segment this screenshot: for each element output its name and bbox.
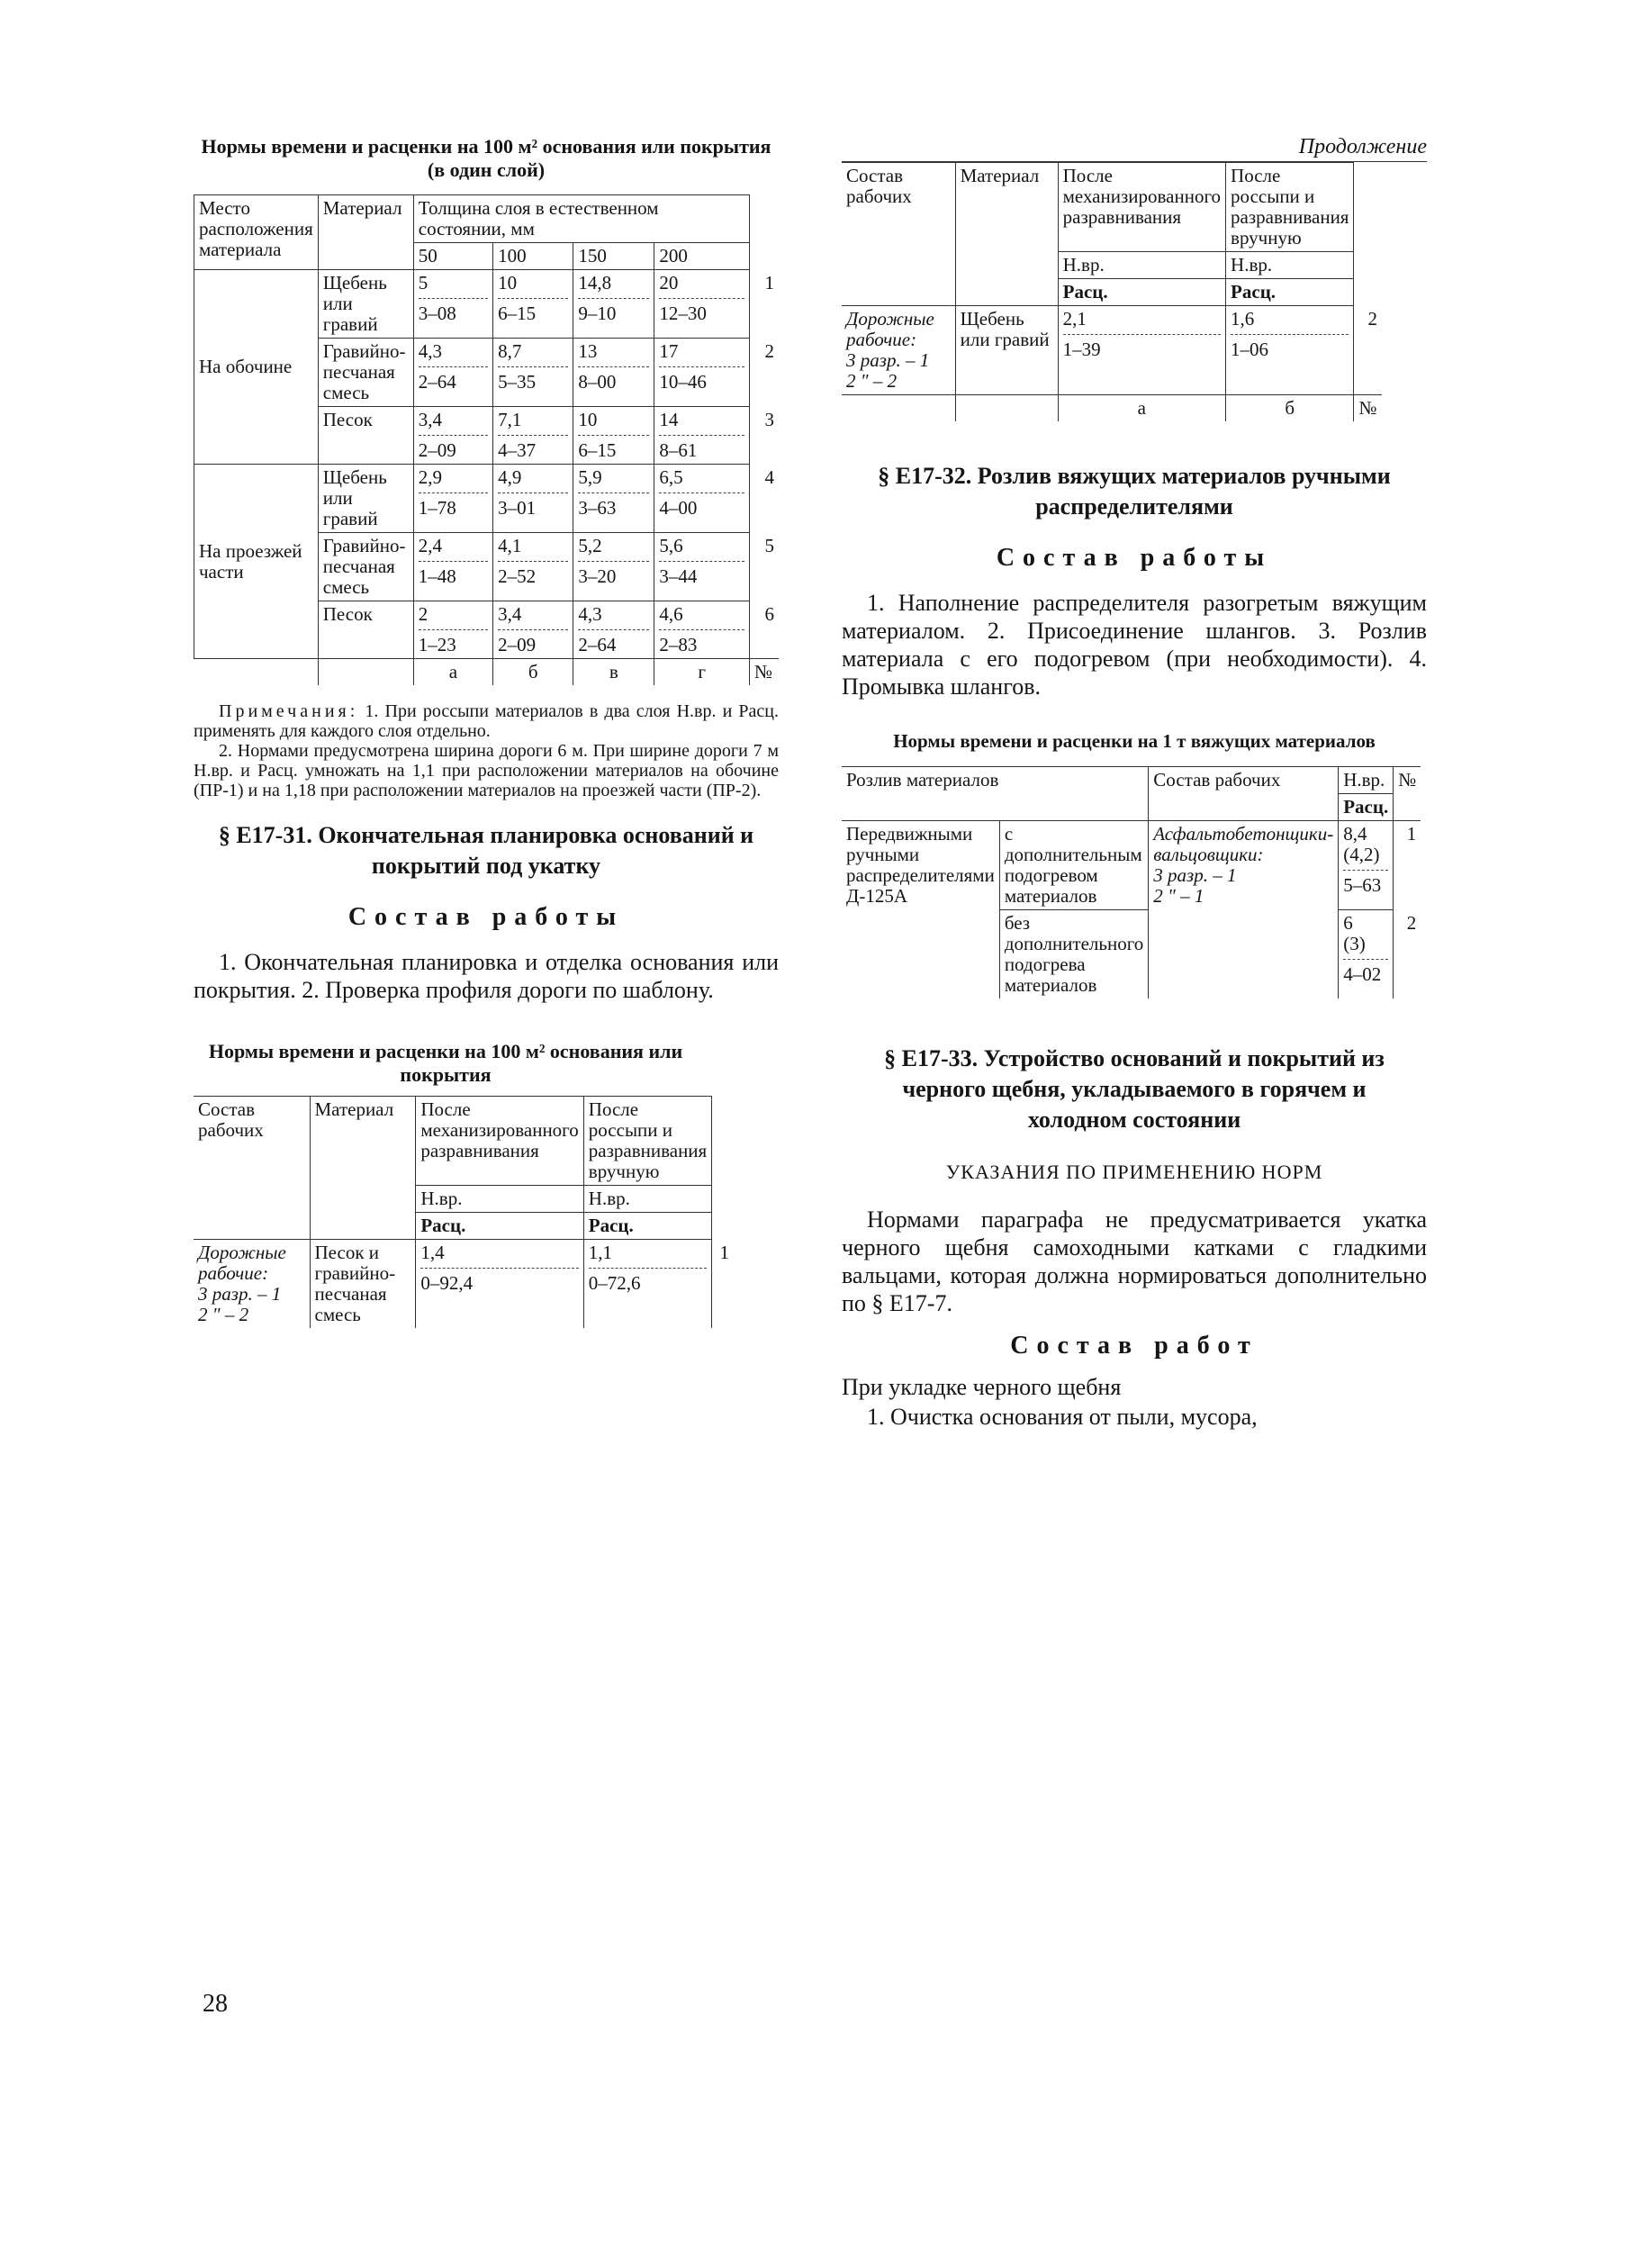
table1-cell: 17 10–46: [654, 339, 750, 407]
table1-row-number: 5: [750, 533, 780, 601]
notes-label: Примечания:: [219, 701, 359, 721]
e1732-h-pour: Розлив материалов: [842, 767, 1149, 821]
table1-cell: 3,4 2–09: [413, 407, 492, 465]
table1: [194, 194, 779, 685]
note-2: 2. Нормами предусмотрена ширина дороги 6 м. При ширине дороги 7 м Н.вр. и Расц. умножать на 1,1 при расположении материалов на обочине (ПР-1) и на 1,18 при расположении материалов на проезжей части (ПР-2).: [194, 741, 779, 800]
e1732-mode: с дополнительным подогревом материалов: [999, 821, 1148, 910]
note-1: 1. При россыпи материалов в два слоя Н.вр. и Расц. применять для каждого слоя отдельно.: [194, 701, 780, 741]
e1731-h-nvr: Н.вр.: [583, 1186, 711, 1213]
e1731-mech-cell: 1,4 0–92,4: [416, 1240, 583, 1329]
table1-cell: 5,6 3–44: [654, 533, 750, 601]
e1732-cell: 6 (3) 4–02: [1339, 910, 1394, 999]
continuation-table: [842, 162, 1382, 421]
e1732-row-number: 2: [1394, 910, 1421, 999]
e1733-instructions: Нормами параграфа не предусматривается укатка черного щебня самоходными катками с гладкими вальцами, которая должна нормироваться дополнительно по § Е17-7.: [842, 1206, 1427, 1316]
table1-location: На проезжей части: [194, 465, 319, 659]
e1731-work-heading: Состав работы: [347, 903, 625, 931]
table1-caption: Нормы времени и расценки на 100 м² основания или покрытия (в один слой): [201, 135, 771, 181]
e1733-subheading: УКАЗАНИЯ ПО ПРИМЕНЕНИЮ НОРМ: [945, 1161, 1323, 1183]
e1731-h-manual: После россыпи и разравнивания вручную: [583, 1097, 711, 1186]
e1732-work-heading: Состав работы: [996, 544, 1273, 572]
table1-col-letter: г: [654, 659, 750, 686]
table1-cell: 4,3 2–64: [413, 339, 492, 407]
e1732-mode: без дополнительного подогрева материалов: [999, 910, 1148, 999]
table1-no-sign: №: [750, 659, 780, 686]
table1-cell: 14 8–61: [654, 407, 750, 465]
table1-cell: 2,4 1–48: [413, 533, 492, 601]
table1-material: Щебень или гравий: [318, 465, 413, 533]
e1732-table: [842, 766, 1421, 998]
cont-row-number: 2: [1354, 306, 1382, 395]
table1-cell: 2,9 1–78: [413, 465, 492, 533]
table1-thickness: 50: [413, 243, 492, 270]
e1731-h-mech: После механизированного разравнивания: [416, 1097, 583, 1186]
table1-h-location: Место расположения материала: [194, 195, 319, 270]
table1-cell: 3,4 2–09: [493, 601, 573, 659]
cont-workers: Дорожные рабочие: 3 разр. – 1 2 " – 2: [842, 306, 955, 395]
e1731-work-text: 1. Окончательная планировка и отделка основания или покрытия. 2. Проверка профиля дороги по шаблону.: [194, 949, 779, 1003]
e1731-title: § Е17-31. Окончательная планировка оснований и покрытий под укатку: [218, 822, 754, 879]
table1-cell: 5 3–08: [413, 270, 492, 339]
table1-cell: 6,5 4–00: [654, 465, 750, 533]
table1-col-letter: а: [413, 659, 492, 686]
cont-h-manual: После россыпи и разравнивания вручную: [1226, 163, 1354, 252]
cont-mech-cell: 2,1 1–39: [1058, 306, 1225, 395]
e1731-material: Песок и гравийно-песчаная смесь: [310, 1240, 416, 1329]
table1-material: Щебень или гравий: [318, 270, 413, 339]
e1731-h-rasc: Расц.: [416, 1213, 583, 1240]
continuation-label: Продолжение: [842, 135, 1427, 162]
e1731-table: [194, 1096, 734, 1328]
left-column: [194, 135, 779, 1328]
table1-thickness: 100: [493, 243, 573, 270]
cont-col-letter: а: [1058, 395, 1225, 422]
e1732-h-workers: Состав рабочих: [1149, 767, 1339, 821]
cont-h-rasc: Расц.: [1226, 279, 1354, 306]
table1-cell: 4,1 2–52: [493, 533, 573, 601]
page-number: 28: [203, 1990, 228, 2018]
e1731-caption: Нормы времени и расценки на 100 м² основания или покрытия: [208, 1040, 683, 1086]
table1-cell: 4,9 3–01: [493, 465, 573, 533]
table1-row-number: 6: [750, 601, 780, 659]
e1733-first-item: 1. Очистка основания от пыли, мусора,: [867, 1404, 1258, 1430]
e1731-h-workers: Состав рабочих: [194, 1097, 310, 1240]
cont-no-sign: №: [1354, 395, 1382, 422]
table1-thickness: 200: [654, 243, 750, 270]
e1732-h-rasc: Расц.: [1339, 794, 1394, 821]
e1732-no-sign: №: [1394, 767, 1421, 821]
table1-cell: 8,7 5–35: [493, 339, 573, 407]
cont-material: Щебень или гравий: [955, 306, 1058, 395]
e1733-subsection: При укладке черного щебня: [842, 1374, 1122, 1400]
table1-row-number: 1: [750, 270, 780, 339]
table1-cell: 7,1 4–37: [493, 407, 573, 465]
cont-col-letter: б: [1226, 395, 1354, 422]
table1-col-letter: б: [493, 659, 573, 686]
notes: [194, 701, 779, 800]
table1-col-letter: в: [573, 659, 654, 686]
table1-cell: 5,2 3–20: [573, 533, 654, 601]
table1-row-number: 4: [750, 465, 780, 533]
table1-cell: 4,3 2–64: [573, 601, 654, 659]
table1-material: Песок: [318, 407, 413, 465]
e1733-title: § Е17-33. Устройство оснований и покрытий из черного щебня, укладываемого в горячем и холодном состоянии: [884, 1045, 1385, 1133]
e1732-work-text: 1. Наполнение распределителя разогретым вяжущим материалом. 2. Присоединение шлангов. 3. Розлив материала с его подогревом (при необходимости). 4. Промывка шлангов.: [842, 590, 1427, 700]
e1731-h-material: Материал: [310, 1097, 416, 1240]
e1732-caption: Нормы времени и расценки на 1 т вяжущих материалов: [893, 730, 1376, 752]
table1-row-number: 2: [750, 339, 780, 407]
table1-row-number: 3: [750, 407, 780, 465]
cont-h-material: Материал: [955, 163, 1058, 306]
table1-cell: 4,6 2–83: [654, 601, 750, 659]
table1-h-thickness: Толщина слоя в естественном состоянии, мм: [413, 195, 749, 243]
e1732-row-number: 1: [1394, 821, 1421, 910]
e1732-title: § Е17-32. Розлив вяжущих материалов ручными распределителями: [878, 463, 1391, 520]
e1731-manual-cell: 1,1 0–72,6: [583, 1240, 711, 1329]
e1732-workers: Асфальтобетонщики-вальцовщики: 3 разр. – 1 2 " – 1: [1149, 821, 1339, 999]
e1732-h-nvr: Н.вр.: [1339, 767, 1394, 794]
cont-h-rasc: Расц.: [1058, 279, 1225, 306]
table1-cell: 2 1–23: [413, 601, 492, 659]
table1-cell: 10 6–15: [573, 407, 654, 465]
e1731-workers: Дорожные рабочие: 3 разр. – 1 2 " – 2: [194, 1240, 310, 1329]
cont-h-workers: Состав рабочих: [842, 163, 955, 306]
e1731-h-nvr: Н.вр.: [416, 1186, 583, 1213]
table1-material: Гравийно-песчаная смесь: [318, 339, 413, 407]
right-column: [842, 135, 1427, 1431]
e1732-device: Передвижными ручными распределителями Д-125А: [842, 821, 999, 999]
table1-cell: 14,8 9–10: [573, 270, 654, 339]
cont-manual-cell: 1,6 1–06: [1226, 306, 1354, 395]
table1-material: Гравийно-песчаная смесь: [318, 533, 413, 601]
table1-cell: 5,9 3–63: [573, 465, 654, 533]
e1731-h-rasc: Расц.: [583, 1213, 711, 1240]
e1731-row-number: 1: [712, 1240, 734, 1329]
table1-h-material: Материал: [318, 195, 413, 270]
e1732-cell: 8,4 (4,2) 5–63: [1339, 821, 1394, 910]
cont-h-mech: После механизированного разравнивания: [1058, 163, 1225, 252]
table1-material: Песок: [318, 601, 413, 659]
cont-h-nvr: Н.вр.: [1058, 252, 1225, 279]
cont-h-nvr: Н.вр.: [1226, 252, 1354, 279]
table1-cell: 10 6–15: [493, 270, 573, 339]
e1733-work-heading: Состав работ: [1010, 1332, 1259, 1360]
table1-cell: 20 12–30: [654, 270, 750, 339]
table1-location: На обочине: [194, 270, 319, 465]
table1-cell: 13 8–00: [573, 339, 654, 407]
table1-thickness: 150: [573, 243, 654, 270]
